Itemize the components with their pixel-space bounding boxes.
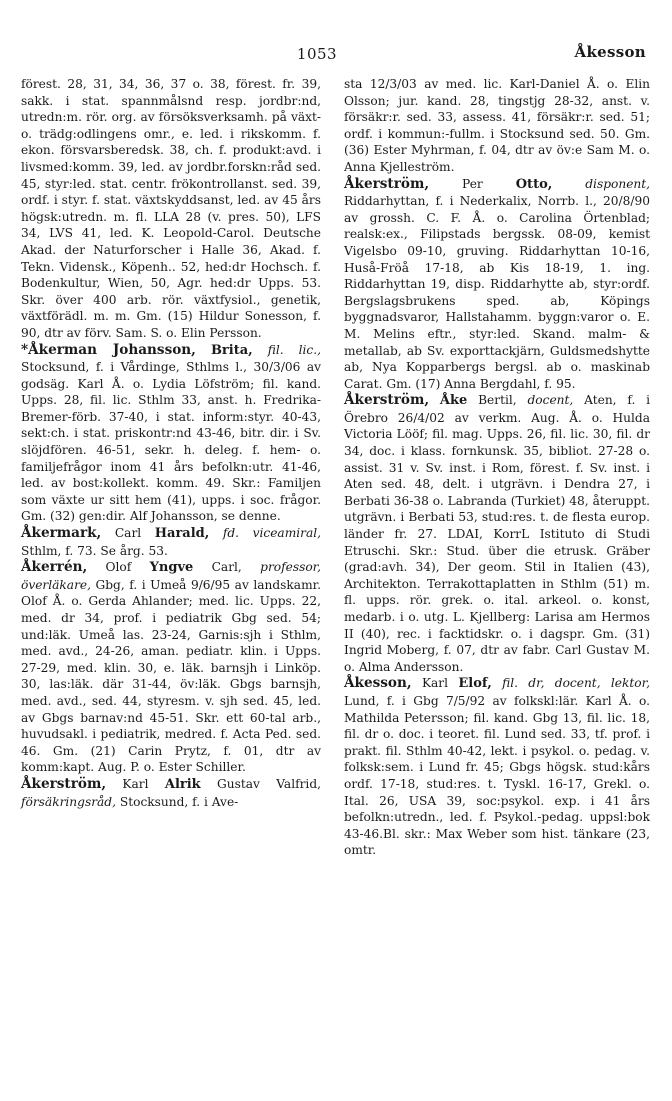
entry-surname: Åkerman Johansson, <box>28 341 196 358</box>
entry-title: fil. dr, docent, lektor, <box>502 676 650 691</box>
continued-entry-text: sta 12/3/03 av med. lic. Karl-Daniel Å. o. Elin Olsson; jur. kand. 28, tingstjg 28-32, anst. v. försäkr:r. sed. 33, assess. 41, försäkr:r. sed. 51; ordf. i kommun:-fullm. i Stocksund sed. 50. Gm. (36) Ester Myhrman, f. 04, dtr av öv:e Sam M. o. Anna Kjelleström. <box>344 77 650 174</box>
entry-surname: Åkerström, <box>21 775 107 792</box>
entry-title: professor, överläkare, <box>21 560 322 592</box>
entry-text: Lund, f. i Gbg 7/5/92 av folkskl:lär. Karl Å. o. Mathilda Petersson; fil. kand. Gbg 13, fil. lic. 18, fil. dr o. doc. i teoret. fil. Lund sed. 33, tf. prof. i prakt. fil. Sthlm 40-42, lekt. i psykol. o. pedag. v. folksk:sem. i Lund fr. 45; Gbgs högsk. stud:kårs ordf. 17-18, stud:res. t. Tyskl. 16-17, Grekl. o. Ital. 26, USA 39, soc:psykol. exp. i 41 års befolkn:utredn., led. f. Psykol.-pedag. uppsl:bok 43-46.Bl. skr.: Max Weber som hist. tänkare (23, omtr. <box>344 693 650 858</box>
page-number: 1053 <box>296 45 338 63</box>
entry-given-plain: Karl <box>421 676 449 691</box>
entry-given-after: Bertil, <box>478 393 517 408</box>
entry-title: försäkringsråd, <box>21 794 116 809</box>
entry-given-name: Brita, <box>210 342 253 358</box>
entry-given-plain: Olof <box>105 560 132 575</box>
entry-given-name: Yngve <box>149 560 194 576</box>
continued-entry-text: förest. 28, 31, 34, 36, 37 o. 38, förest. fr. 39, sakk. i stat. spannmålsnd resp. jordbr:nd, utredn:m. rör. org. av försöksverksamh. på växt- o. trädg:odlingens omr., e. led. i rikskomm. f. ekon. försvarsberedsk. 38, ch. f. produkt:avd. i livsmed:komm. 39, led. av jordbr.forskn:råd sed. 45, styr:led. stat. centr. frökontrollanst. sed. 39, ordf. i styr. f. stat. växtskyddsanst, led. av 45 års högsk:utredn. m. fl. LLA 28 (v. pres. 50), LFS 34, LVS 41, led. K. Leopold-Carol. Deutsche Akad. der Naturforscher i Halle 36, Akad. f. Tekn. Vidensk., Köpenh.. 52, hed:dr Hochsch. f. Bodenkultur, Wien, 50, Agr. hed:dr Upps. 53. Skr. över 400 arb. rör. växtfysiol., genetik, växtförädl. m. m. Gm. (15) Hildur Sonesson, f. 90, dtr av förv. Sam. S. o. Elin Persson. <box>21 77 321 340</box>
entry-given-name: Åke <box>439 393 468 409</box>
entry-surname: Åkerrén, <box>21 559 88 576</box>
entry-given-name: Elof, <box>458 676 492 692</box>
biography-entry <box>344 176 650 393</box>
left-column <box>21 76 321 810</box>
entry-text: Riddarhyttan, f. i Nederkalix, Norrb. l., 20/8/90 av grossh. C. F. Å. o. Carolina Örtenblad; realsk:ex., Filipstads bergssk. 08-09, kemist Vigelsbo 09-10, gruving. Riddarhyttan 10-16, Huså-Fröå 17-18, ab Kis 18-19, 1. ing. Riddarhyttan 19, disp. Riddarhytte ab, styr:ordf. Bergslagsbrukens sped. ab, Köpings byggnadsvaror, Hallstahamm. byggn:varor o. E. M. Melins eftr., styr:led. Skand. malm- & metallab, ab Sv. exporttackjärn, Guldsmedshytte ab, Nya Kopparbergs bergsl. ab o. maskinab Carat. Gm. (17) Anna Bergdahl, f. 95. <box>344 194 650 391</box>
entry-prefix: * <box>21 341 29 358</box>
right-column <box>344 76 650 859</box>
entry-title: fil. lic., <box>267 342 321 357</box>
entry-text: Sthlm, f. 73. Se årg. 53. <box>21 543 168 558</box>
entry-text: Stocksund, f. i Ave- <box>119 794 239 809</box>
entry-given-name: Alrik <box>164 776 201 792</box>
entry-title: fd. viceamiral, <box>222 526 322 541</box>
biography-entry <box>344 675 650 859</box>
biography-entry <box>344 392 650 675</box>
running-head: Åkesson <box>574 43 646 61</box>
entry-surname: Åkermark, <box>21 525 102 542</box>
entry-title: docent, <box>527 393 574 408</box>
biography-entry <box>21 342 321 526</box>
entry-given-after: Gustav Valfrid, <box>217 776 322 791</box>
entry-given-plain: Karl <box>122 776 149 791</box>
entry-surname: Åkesson, <box>344 675 412 692</box>
entry-surname: Åkerström, <box>344 392 430 409</box>
entry-given-plain: Per <box>462 176 483 191</box>
entry-title: disponent, <box>585 176 651 191</box>
entry-given-name: Harald, <box>154 526 210 542</box>
entry-surname: Åkerström, <box>344 175 430 192</box>
entry-given-name: Otto, <box>515 176 553 192</box>
biography-entry <box>21 559 321 776</box>
entry-text: Stocksund, f. i Vårdinge, Sthlms l., 30/3/06 av godsäg. Karl Å. o. Lydia Löfström; fil. kand. Upps. 28, fil. lic. Sthlm 33, anst. h. Fredrika-Bremer-förb. 37-40, i stat. inform:styr. 40-43, sekt:ch. i stat. priskontr:nd 43-46, bitr. dir. i Sv. slöjdfören. 46-51, sekr. h. deleg. f. hem- o. familjefrågor inom 41 års befolkn:utr. 41-46, led. av bost:kollekt. komm. 49. Skr.: Familjen som växte ur sitt hem (41), upps. i soc. frågor. Gm. (32) gen:dir. Alf Johansson, se denne. <box>21 360 321 524</box>
entry-text: Aten, f. i Örebro 26/4/02 av verkm. Aug. Å. o. Hulda Victoria Lööf; fil. mag. Upps. 26, fil. lic. 30, fil. dr 34, doc. i klass. fornkunsk. 35, bibliot. 27-28 o. assist. 31 v. Sv. inst. i Rom, förest. f. Sv. inst. i Aten sed. 48, delt. i utgrävn. i Dendra 27, i Berbati 36-38 o. Labranda (Turkiet) 48, återuppt. utgrävn. i Berbati 53, stud:res. t. de flesta europ. länder fr. 27. LDAI, KorrL Istituto di Studi Etruschi. Skr.: Stud. über die etrusk. Gräber (grad:avh. 34), Der geom. Stil in Italien (43), Architekton. Terrakottaplatten in Sthlm (51) m. fl. upps. rör. grek. o. ital. arkeol. o. konst, medarb. i o. utg. L. Kjellberg: Larisa am Hermos II (40), rec. i facktidskr. o. i dagspr. Gm. (31) Ingrid Moberg, f. 07, dtr av fabr. Carl Gustav M. o. Alma Andersson. <box>344 393 651 674</box>
entry-text: Gbg, f. i Umeå 9/6/95 av landskamr. Olof Å. o. Gerda Ahlander; med. lic. Upps. 22, med. dr 34, prof. i pediatrik Gbg sed. 54; und:läk. Umeå las. 23-24, Garnis:sjh i Sthlm, med. avd., 24-26, aman. pediatr. klin. i Upps. 27-29, med. klin. 30, e. läk. barnsjh i Linköp. 30, las:läk. där 31-44, öv:läk. Gbgs barnsjh, med. avd., sed. 44, styresm. v. sjh sed. 45, led. av Gbgs barnav:nd 45-51. Skr. ett 60-tal arb., huvudsakl. i pediatrik, medred. f. Acta Ped. sed. 46. Gm. (21) Carin Prytz, f. 01, dtr av komm:kapt. Aug. P. o. Ester Schiller. <box>21 577 321 775</box>
biography-entry <box>21 776 321 810</box>
entry-given-plain: Carl <box>114 526 142 541</box>
biography-entry <box>21 525 321 559</box>
entry-given-after: Carl, <box>211 560 242 575</box>
